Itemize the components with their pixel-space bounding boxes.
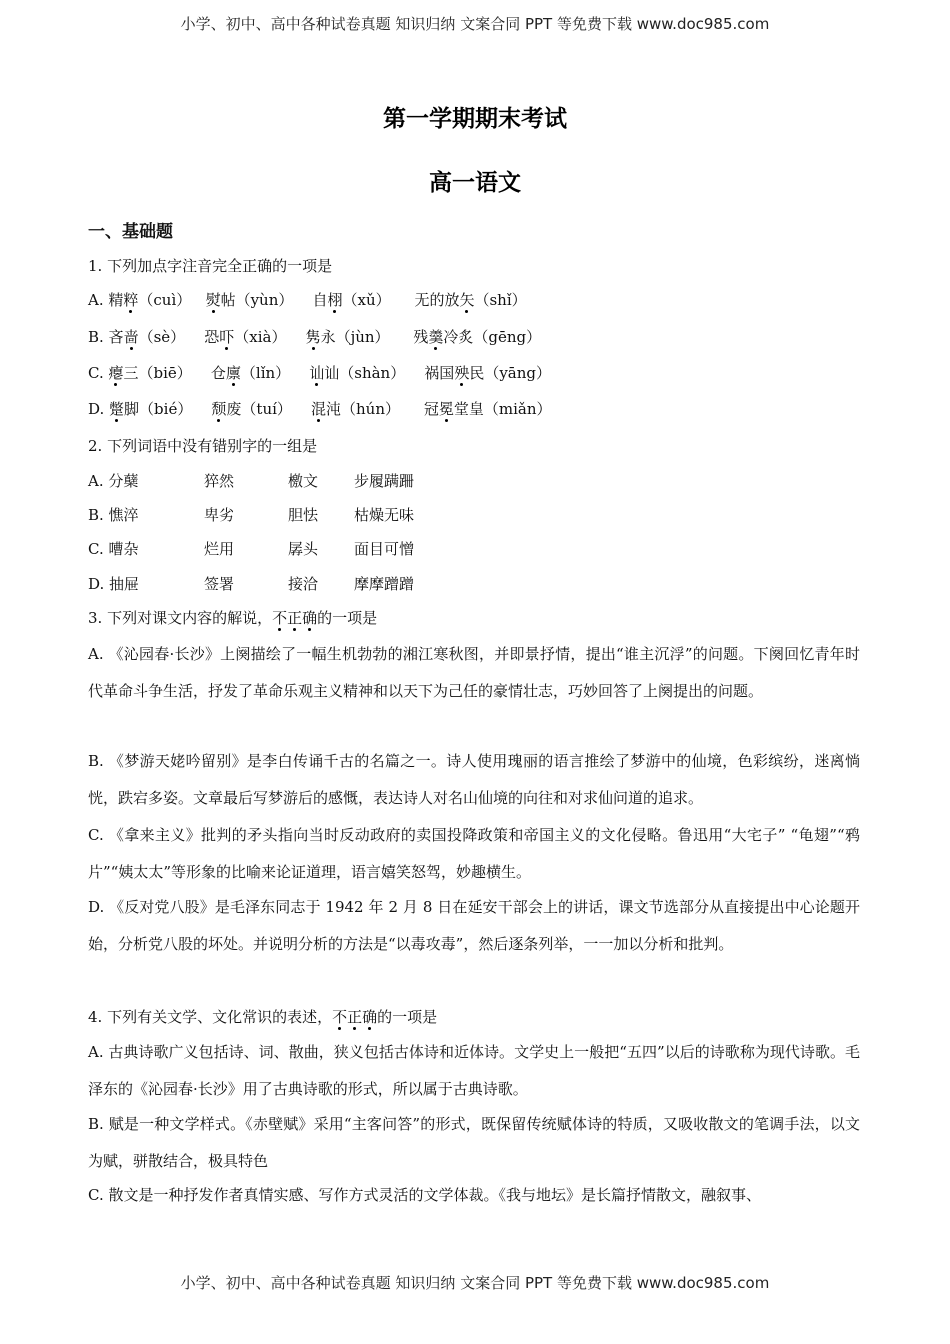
header-banner: 小学、初中、高中各种试卷真题 知识归纳 文案合同 PPT 等免费下载 www.doc985.com	[180, 15, 770, 33]
q1-option-c: C. 瘪三（biē） 仓廪（lǐn） 讪讪（shàn） 祸国殃民（yāng）	[88, 364, 552, 382]
q1-stem: 1. 下列加点字注音完全正确的一项是	[88, 257, 333, 275]
section-heading: 一、基础题	[88, 222, 173, 242]
q2-option-d: D. 抽屉 签署 接洽 摩摩蹭蹭	[88, 575, 415, 593]
q2-stem: 2. 下列词语中没有错别字的一组是	[88, 437, 318, 455]
q3-option-b: B. 《梦游天姥吟留别》是李白传诵千古的名篇之一。诗人使用瑰丽的语言推绘了梦游中的仙境，色彩缤纷，迷离惝恍，跌宕多姿。文章最后写梦游后的感慨，表达诗人对名山仙境的向往和对求仙问道的追求。	[88, 752, 860, 807]
q4-option-b: B. 赋是一种文学样式。《赤壁赋》采用“主客问答”的形式，既保留传统赋体诗的特质，又吸收散文的笔调手法，以文为赋，骈散结合，极具特色	[88, 1115, 860, 1170]
q2-option-a: A. 分蘖 猝然 檄文 步履蹒跚	[88, 472, 415, 490]
q4-option-c: C. 散文是一种抒发作者真情实感、写作方式灵活的文学体裁。《我与地坛》是长篇抒情散文，融叙事、	[88, 1186, 761, 1204]
footer-banner: 小学、初中、高中各种试卷真题 知识归纳 文案合同 PPT 等免费下载 www.doc985.com	[180, 1274, 770, 1292]
q3-stem: 3. 下列对课文内容的解说，不正确的一项是	[88, 609, 378, 627]
exam-subtitle: 高一语文	[429, 170, 521, 196]
q1-option-d: D. 蹩脚（bié） 颓废（tuí） 混沌（hún） 冠冕堂皇（miǎn）	[88, 400, 552, 418]
exam-title: 第一学期期末考试	[383, 106, 567, 132]
q1-option-b: B. 吝啬（sè） 恐吓（xià） 隽永（jùn） 残羹冷炙（gēng）	[88, 328, 542, 346]
q2-option-c: C. 嘈杂 烂用 孱头 面目可憎	[88, 540, 415, 558]
q4-stem: 4. 下列有关文学、文化常识的表述，不正确的一项是	[88, 1008, 438, 1026]
q3-option-c: C. 《拿来主义》批判的矛头指向当时反动政府的卖国投降政策和帝国主义的文化侵略。鲁迅用“大宅子” “龟翅”“鸦片”“姨太太”等形象的比喻来论证道理，语言嬉笑怒驾，妙趣横生。	[88, 826, 860, 881]
q2-option-b: B. 憔淬 卑劣 胆怯 枯燥无味	[88, 506, 415, 524]
q3-option-a: A. 《沁园春·长沙》上阕描绘了一幅生机勃勃的湘江寒秋图，并即景抒情，提出“谁主沉浮”的问题。下阕回忆青年时代革命斗争生活，抒发了革命乐观主义精神和以天下为己任的豪情壮志，巧妙回答了上阕提出的问题。	[88, 645, 860, 700]
q4-option-a: A. 古典诗歌广义包括诗、词、散曲，狭义包括古体诗和近体诗。文学史上一般把“五四”以后的诗歌称为现代诗歌。毛泽东的《沁园春·长沙》用了古典诗歌的形式，所以属于古典诗歌。	[88, 1043, 860, 1098]
q1-option-a: A. 精粹（cuì） 熨帖（yùn） 自栩（xǔ） 无的放矢（shǐ）	[88, 291, 527, 309]
q3-option-d: D. 《反对党八股》是毛泽东同志于 1942 年 2 月 8 日在延安干部会上的讲话，课文节选部分从直接提出中心论题开始，分析党八股的坏处。并说明分析的方法是“以毒攻毒”，然后逐条列举，一一加以分析和批判。	[88, 898, 860, 953]
